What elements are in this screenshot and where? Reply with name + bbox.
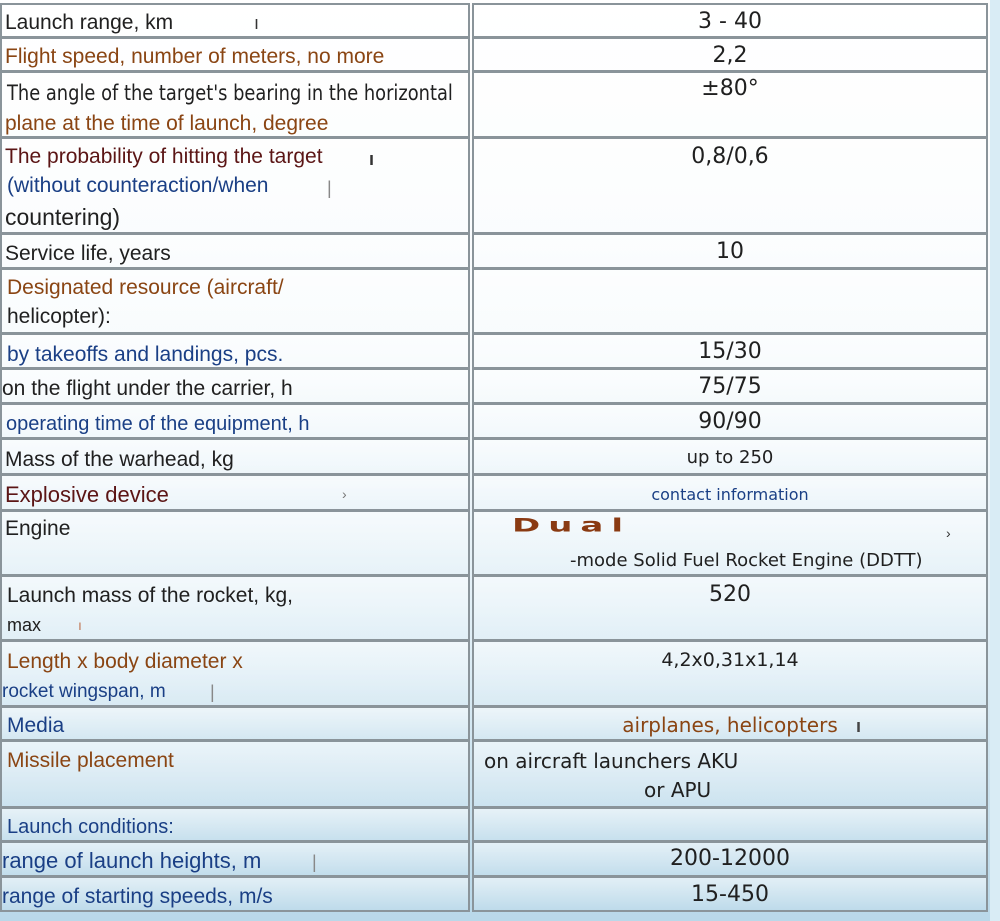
value-cell xyxy=(472,841,988,877)
value-cell xyxy=(472,71,988,138)
stray-mark: ı xyxy=(78,617,82,633)
parameter-cell xyxy=(0,403,470,439)
table-row xyxy=(0,137,1000,234)
parameter-cell xyxy=(0,706,470,741)
parameter-cell xyxy=(0,841,470,877)
table-row xyxy=(0,333,1000,369)
table-row xyxy=(0,3,1000,38)
parameter-label: Explosive device xyxy=(5,482,169,507)
parameter-value: 200-12000 xyxy=(670,846,790,871)
parameter-label: range of launch heights, m xyxy=(2,848,262,873)
parameter-label: plane at the time of launch, degree xyxy=(5,112,329,135)
table-row xyxy=(0,575,1000,641)
parameter-cell xyxy=(0,640,470,707)
value-cell xyxy=(472,368,988,404)
parameter-cell xyxy=(0,575,470,641)
value-cell xyxy=(472,510,988,576)
parameter-label: by takeoffs and landings, pcs. xyxy=(7,343,284,366)
parameter-cell xyxy=(0,368,470,404)
table-row xyxy=(0,740,1000,808)
parameter-label: Launch range, km xyxy=(5,11,174,34)
parameter-value: 0,8/0,6 xyxy=(691,144,769,169)
parameter-label: Mass of the warhead, kg xyxy=(5,448,234,471)
table-row xyxy=(0,71,1000,138)
parameter-value: 4,2x0,31x1,14 xyxy=(661,649,799,671)
parameter-cell xyxy=(0,137,470,234)
value-cell xyxy=(472,403,988,439)
stray-mark: ı xyxy=(254,13,260,33)
table-row xyxy=(0,268,1000,334)
parameter-label: Service life, years xyxy=(5,242,171,265)
table-row xyxy=(0,368,1000,404)
table-row xyxy=(0,807,1000,842)
parameter-value: up to 250 xyxy=(686,447,774,468)
parameter-cell xyxy=(0,510,470,576)
parameter-label: Length x body diameter x xyxy=(7,650,243,673)
table-row xyxy=(0,403,1000,439)
value-cell xyxy=(472,876,988,912)
parameter-label: Designated resource (aircraft/ xyxy=(7,276,284,299)
parameter-label: rocket wingspan, m xyxy=(2,681,166,702)
table-row xyxy=(0,474,1000,511)
parameter-value: -mode Solid Fuel Rocket Engine (DDTT) xyxy=(570,550,923,571)
parameter-cell xyxy=(0,740,470,808)
value-cell xyxy=(472,640,988,707)
value-cell xyxy=(472,438,988,475)
parameter-label: Launch conditions: xyxy=(7,816,174,838)
parameter-value: 75/75 xyxy=(698,374,762,399)
parameter-value: ±80° xyxy=(701,76,759,101)
value-cell xyxy=(472,137,988,234)
parameter-label: on the flight under the carrier, h xyxy=(2,377,293,400)
parameter-cell xyxy=(0,333,470,369)
stray-mark: › xyxy=(946,525,951,541)
parameter-label: Media xyxy=(7,714,65,737)
parameter-value: 90/90 xyxy=(698,409,762,434)
parameter-label: (without counteraction/when xyxy=(7,174,269,197)
table-row xyxy=(0,706,1000,741)
parameter-value: on aircraft launchers AKU xyxy=(484,749,739,773)
table-row xyxy=(0,876,1000,912)
table-row xyxy=(0,438,1000,475)
parameter-cell xyxy=(0,233,470,269)
parameter-label: The angle of the target's bearing in the horizontal xyxy=(7,81,453,105)
value-cell xyxy=(472,37,988,72)
parameter-cell xyxy=(0,474,470,511)
parameter-cell xyxy=(0,3,470,38)
parameter-value: 3 - 40 xyxy=(698,9,762,34)
value-cell xyxy=(472,706,988,741)
table-row xyxy=(0,510,1000,576)
parameter-value: 2,2 xyxy=(712,43,748,68)
table-row xyxy=(0,37,1000,72)
stray-mark: ı xyxy=(856,716,862,736)
table-row xyxy=(0,233,1000,269)
parameter-value: contact information xyxy=(651,485,809,504)
stray-mark: | xyxy=(210,682,215,702)
value-cell xyxy=(472,575,988,641)
parameter-label: Engine xyxy=(5,517,71,540)
parameter-label: Flight speed, number of meters, no more xyxy=(5,45,385,68)
right-edge-strip xyxy=(990,0,1000,921)
parameter-cell xyxy=(0,37,470,72)
value-cell xyxy=(472,3,988,38)
table-row xyxy=(0,841,1000,877)
stray-mark: | xyxy=(327,178,332,198)
parameter-value: airplanes, helicopters xyxy=(622,713,838,737)
value-cell xyxy=(472,233,988,269)
parameter-label: countering) xyxy=(5,204,121,230)
parameter-cell xyxy=(0,807,470,842)
parameter-label: Launch mass of the rocket, kg, xyxy=(7,584,293,607)
parameter-cell xyxy=(0,438,470,475)
stray-mark: › xyxy=(342,486,347,502)
parameter-value: 10 xyxy=(716,239,744,264)
value-cell xyxy=(472,807,988,842)
parameter-value: 15/30 xyxy=(698,339,762,364)
parameter-label: The probability of hitting the target xyxy=(5,145,323,168)
parameter-value: 520 xyxy=(709,582,751,607)
parameter-label: Missile placement xyxy=(7,749,174,772)
value-cell xyxy=(472,474,988,511)
parameter-label: range of starting speeds, m/s xyxy=(2,885,273,908)
parameter-label: helicopter): xyxy=(7,305,111,328)
parameter-value: 15-450 xyxy=(691,882,769,907)
table-row xyxy=(0,640,1000,707)
parameter-cell xyxy=(0,71,470,138)
value-cell xyxy=(472,333,988,369)
stray-mark: | xyxy=(312,852,317,872)
parameter-label: max xyxy=(7,615,42,635)
engine-type-heading: Dual xyxy=(512,514,632,537)
parameter-cell xyxy=(0,268,470,334)
value-cell xyxy=(472,740,988,808)
parameter-label: operating time of the equipment, h xyxy=(6,413,310,435)
parameter-cell xyxy=(0,876,470,912)
value-cell xyxy=(472,268,988,334)
stray-mark: ı xyxy=(369,149,375,169)
parameter-value: or APU xyxy=(644,778,712,802)
